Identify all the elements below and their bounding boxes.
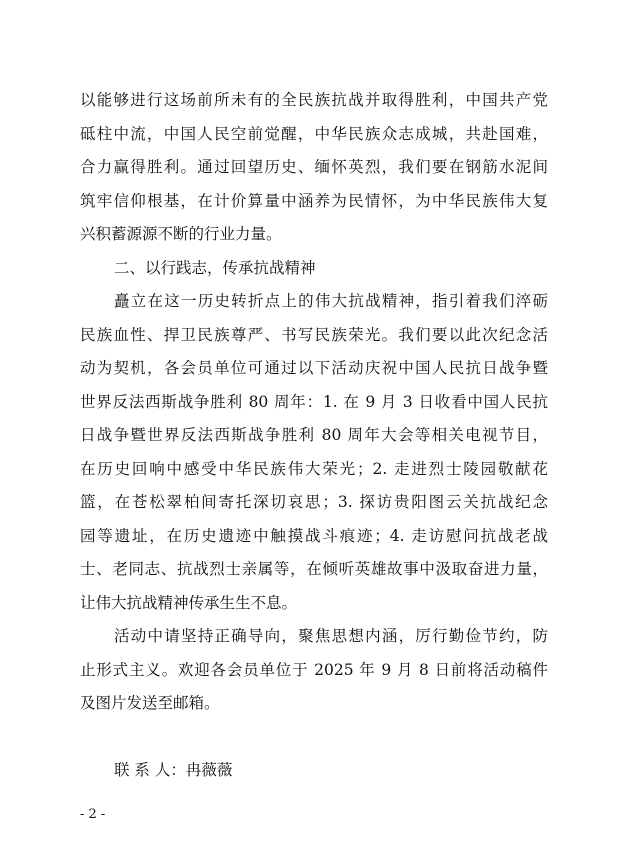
paragraph-1 (80, 84, 548, 252)
text-line: 民族血性、捍卫民族尊严、书写民族荣光。我们要以此次纪念活 (80, 325, 548, 344)
text-line: 矗立在这一历史转折点上的伟大抗战精神，指引着我们淬砺 (114, 292, 548, 310)
page-number: - 2 - (80, 807, 106, 822)
text-line: 合力赢得胜利。通过回望历史、缅怀英烈，我们要在钢筋水泥间 (80, 158, 548, 176)
text-line: 动为契机，各会员单位可通过以下活动庆祝中国人民抗日战争暨 (80, 359, 548, 377)
body-text (80, 84, 548, 788)
text-line: 士、老同志、抗战烈士亲属等，在倾听英雄故事中汲取奋进力量， (80, 560, 548, 578)
text-line: 兴积蓄源源不断的行业力量。 (80, 225, 282, 243)
text-line: 篮，在苍松翠柏间寄托深切哀思；3. 探访贵阳图云关抗战纪念 (80, 493, 548, 511)
text-line: 让伟大抗战精神传承生生不息。 (80, 593, 298, 612)
text-line: 及图片发送至邮箱。 (80, 694, 220, 712)
paragraph-2 (80, 285, 548, 620)
text-line: 在历史回响中感受中华民族伟大荣光；2. 走进烈士陵园敬献花 (80, 459, 548, 478)
text-line: 世界反法西斯战争胜利 80 周年：1. 在 9 月 3 日收看中国人民抗 (80, 392, 548, 411)
text-line: 止形式主义。欢迎各会员单位于 2025 年 9 月 8 日前将活动稿件 (80, 660, 548, 679)
section-heading: 二、以行践志，传承抗战精神 (114, 258, 316, 277)
text-line: 砥柱中流，中国人民空前觉醒，中华民族众志成城，共赴国难， (80, 124, 548, 143)
blank-line (80, 721, 548, 755)
text-line: 筑牢信仰根基，在计价算量中涵养为民情怀，为中华民族伟大复 (80, 191, 548, 210)
text-line: 活动中请坚持正确导向，聚焦思想内涵，厉行勤俭节约，防 (114, 627, 548, 645)
paragraph-3 (80, 620, 548, 721)
text-line: 日战争暨世界反法西斯战争胜利 80 周年大会等相关电视节目， (80, 426, 548, 444)
text-line: 园等遗址，在历史遗迹中触摸战斗痕迹；4. 走访慰问抗战老战 (80, 526, 548, 545)
text-line: 以能够进行这场前所未有的全民族抗战并取得胜利，中国共产党 (80, 91, 548, 109)
contact-person: 联 系 人：冉薇薇 (114, 761, 233, 779)
